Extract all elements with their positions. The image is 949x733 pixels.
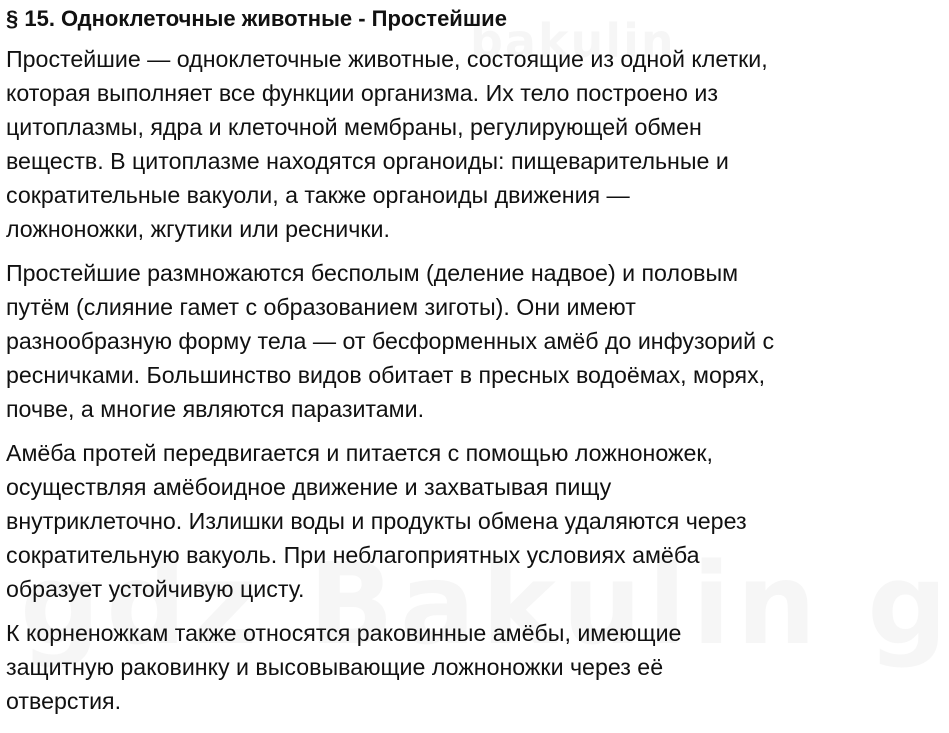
paragraph-4 (6, 616, 948, 718)
paragraph-line: Простейшие размножаются бесполым (деление надвое) и половым (6, 260, 739, 286)
paragraph-2 (6, 256, 948, 426)
paragraph-line: разнообразную форму тела — от бесформенных амёб до инфузорий с (6, 328, 775, 354)
paragraph-line: образует устойчивую цисту. (6, 576, 305, 602)
paragraph-line: К корненожкам также относятся раковинные амёбы, имеющие (6, 620, 682, 646)
paragraph-1 (6, 42, 948, 246)
paragraph-line: Амёба протей передвигается и питается с помощью ложноножек, (6, 440, 713, 466)
paragraph-line: отверстия. (6, 688, 122, 714)
paragraph-line: Простейшие — одноклеточные животные, состоящие из одной клетки, (6, 46, 768, 72)
document-content (6, 4, 948, 728)
section-title: § 15. Одноклеточные животные - Простейшие (6, 6, 507, 31)
paragraph-line: почве, а многие являются паразитами. (6, 396, 425, 422)
paragraph-line: осуществляя амёбоидное движение и захватывая пищу (6, 474, 612, 500)
paragraph-line: путём (слияние гамет с образованием зиготы). Они имеют (6, 294, 636, 320)
paragraph-3 (6, 436, 948, 606)
paragraph-line: цитоплазмы, ядра и клеточной мембраны, регулирующей обмен (6, 114, 702, 140)
paragraph-line: сократительные вакуоли, а также органоиды движения — (6, 182, 630, 208)
paragraph-line: ресничками. Большинство видов обитает в пресных водоёмах, морях, (6, 362, 766, 388)
paragraph-line: веществ. В цитоплазме находятся органоиды: пищеварительные и (6, 148, 729, 174)
paragraph-line: которая выполняет все функции организма. Их тело построено из (6, 80, 718, 106)
paragraph-line: внутриклеточно. Излишки воды и продукты обмена удаляются через (6, 508, 747, 534)
paragraph-line: защитную раковинку и высовывающие ложноножки через её (6, 654, 664, 680)
paragraph-line: сократительную вакуоль. При неблагоприятных условиях амёба (6, 542, 700, 568)
paragraph-line: ложноножки, жгутики или реснички. (6, 216, 390, 242)
